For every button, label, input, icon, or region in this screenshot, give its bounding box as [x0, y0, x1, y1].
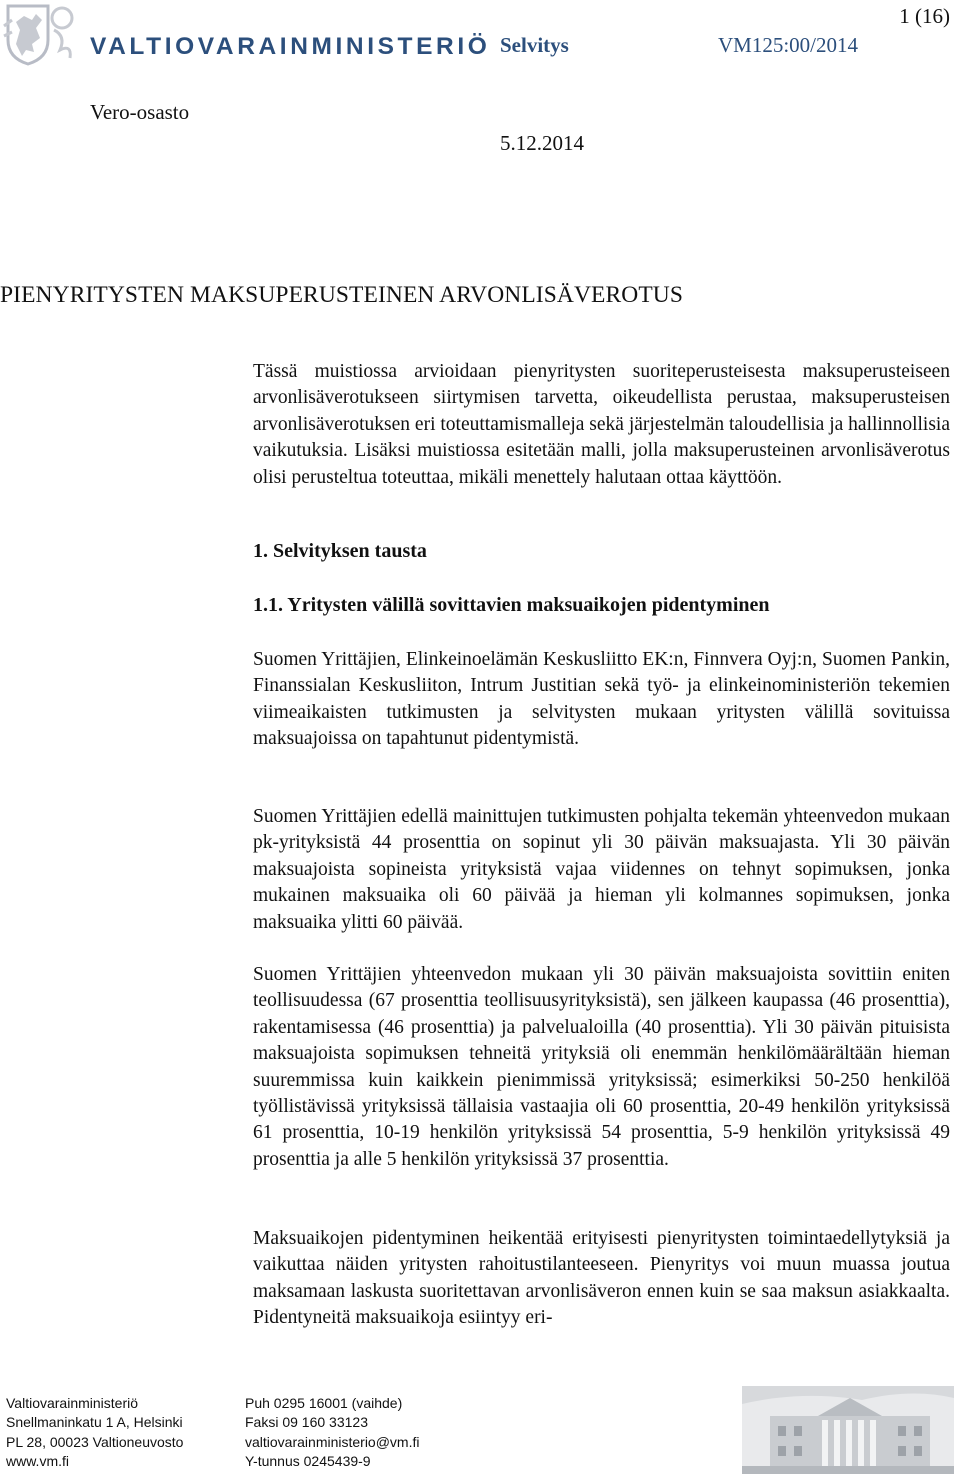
- document-type: Selvitys: [500, 33, 569, 57]
- lion-coat-of-arms-icon: [2, 0, 86, 68]
- footer-address: [6, 1394, 183, 1472]
- government-building-icon: [742, 1386, 954, 1474]
- footer-fax: Faksi 09 160 33123: [245, 1414, 368, 1431]
- department: Vero-osasto: [90, 100, 190, 124]
- ministry-name: VALTIOVARAINMINISTERIÖ: [90, 33, 491, 60]
- body-paragraph: Suomen Yrittäjien yhteenvedon mukaan yli 30 päivän maksuajoista sovittiin eniten teollisuudessa (67 prosenttia teollisuusyrityksistä), sen jälkeen kaupassa (46 prosenttia), rakentamisessa (46 prosenttia) ja palvelualoilla (40 prosenttia). Yli 30 päivän pituisista maksuajoista sopimuksen tehneitä yrityksiä oli enemmän henkilömäärältään hieman suuremmissa kuin kaikkein pienimmissä yrityksissä; esimerkiksi 50-250 henkilöä työllistävissä yrityksissä tällaisia vastaajia oli 60 prosenttia, 20-49 henkilön yrityksissä 61 prosenttia, 10-19 henkilön yrityksissä 54 prosenttia, 5-9 henkilön yrityksissä 49 prosenttia ja alle 5 henkilön yrityksissä 37 prosenttia.: [253, 964, 950, 1170]
- page-number: 1 (16): [899, 4, 950, 28]
- footer-website-link[interactable]: www.vm.fi: [6, 1453, 69, 1470]
- footer-contact: [245, 1394, 419, 1472]
- footer-email-link[interactable]: valtiovarainministerio@vm.fi: [245, 1433, 420, 1450]
- intro-paragraph: Tässä muistiossa arvioidaan pienyritysten suoriteperusteisesta maksuperusteiseen arvonlisäverotukseen siirtymisen tarvetta, oikeudellista perustaa, maksuperusteisen arvonlisäverotuksen eri toteuttamismalleja sekä järjestelmän taloudellisia ja hallinnollisia vaikutuksia. Lisäksi muistiossa esitetään malli, jolla maksuperusteinen arvonlisäverotus olisi perusteltua toteuttaa, mikäli menettely halutaan ottaa käyttöön.: [253, 361, 950, 488]
- document-id: VM125:00/2014: [718, 33, 859, 57]
- footer-business-id: Y-tunnus 0245439-9: [245, 1453, 371, 1470]
- document-title: PIENYRITYSTEN MAKSUPERUSTEINEN ARVONLISÄVEROTUS: [0, 282, 684, 308]
- body-paragraph: Suomen Yrittäjien edellä mainittujen tutkimusten pohjalta tekemän yhteenvedon mukaan pk-yrityksistä 44 prosenttia on sopinut yli 30 päivän maksuajasta. Yli 30 päivän maksuajoista sopineista yrityksistä vajaa viidennes on tehnyt sopimuksen, jonka mukainen maksuaika oli 60 päivää ja hieman yli kolmannes sopimuksen, jonka maksuaika ylitti 60 päivää.: [253, 806, 950, 933]
- body-paragraph: Suomen Yrittäjien, Elinkeinoelämän Keskusliitto EK:n, Finnvera Oyj:n, Suomen Pankin, Finanssialan Keskusliiton, Intrum Justitian sekä työ- ja elinkeinoministeriön tekemien viimeaikaisten tutkimusten ja selvitysten mukaan yritysten välillä sovituissa maksuajoissa on tapahtunut pidentymistä.: [253, 649, 950, 750]
- footer-org: Valtiovarainministeriö: [6, 1395, 139, 1411]
- document-date: 5.12.2014: [500, 131, 584, 155]
- footer-postbox: PL 28, 00023 Valtioneuvosto: [6, 1433, 184, 1450]
- footer-phone: Puh 0295 16001 (vaihde): [245, 1395, 403, 1411]
- footer-street: Snellmaninkatu 1 A, Helsinki: [6, 1414, 183, 1431]
- subsection-heading: 1.1. Yritysten välillä sovittavien maksuaikojen pidentyminen: [253, 594, 770, 616]
- section-heading: 1. Selvityksen tausta: [253, 540, 427, 562]
- body-paragraph: Maksuaikojen pidentyminen heikentää erityisesti pienyritysten toimintaedellytyksiä ja vaikuttaa näiden yritysten rahoitustilanteeseen. Pienyritys voi muun muassa joutua maksamaan laskusta suoritettavan arvonlisäveron ennen kuin se saa maksun asiakkaalta. Pidentyneitä maksuaikoja esiintyy eri-: [253, 1228, 950, 1329]
